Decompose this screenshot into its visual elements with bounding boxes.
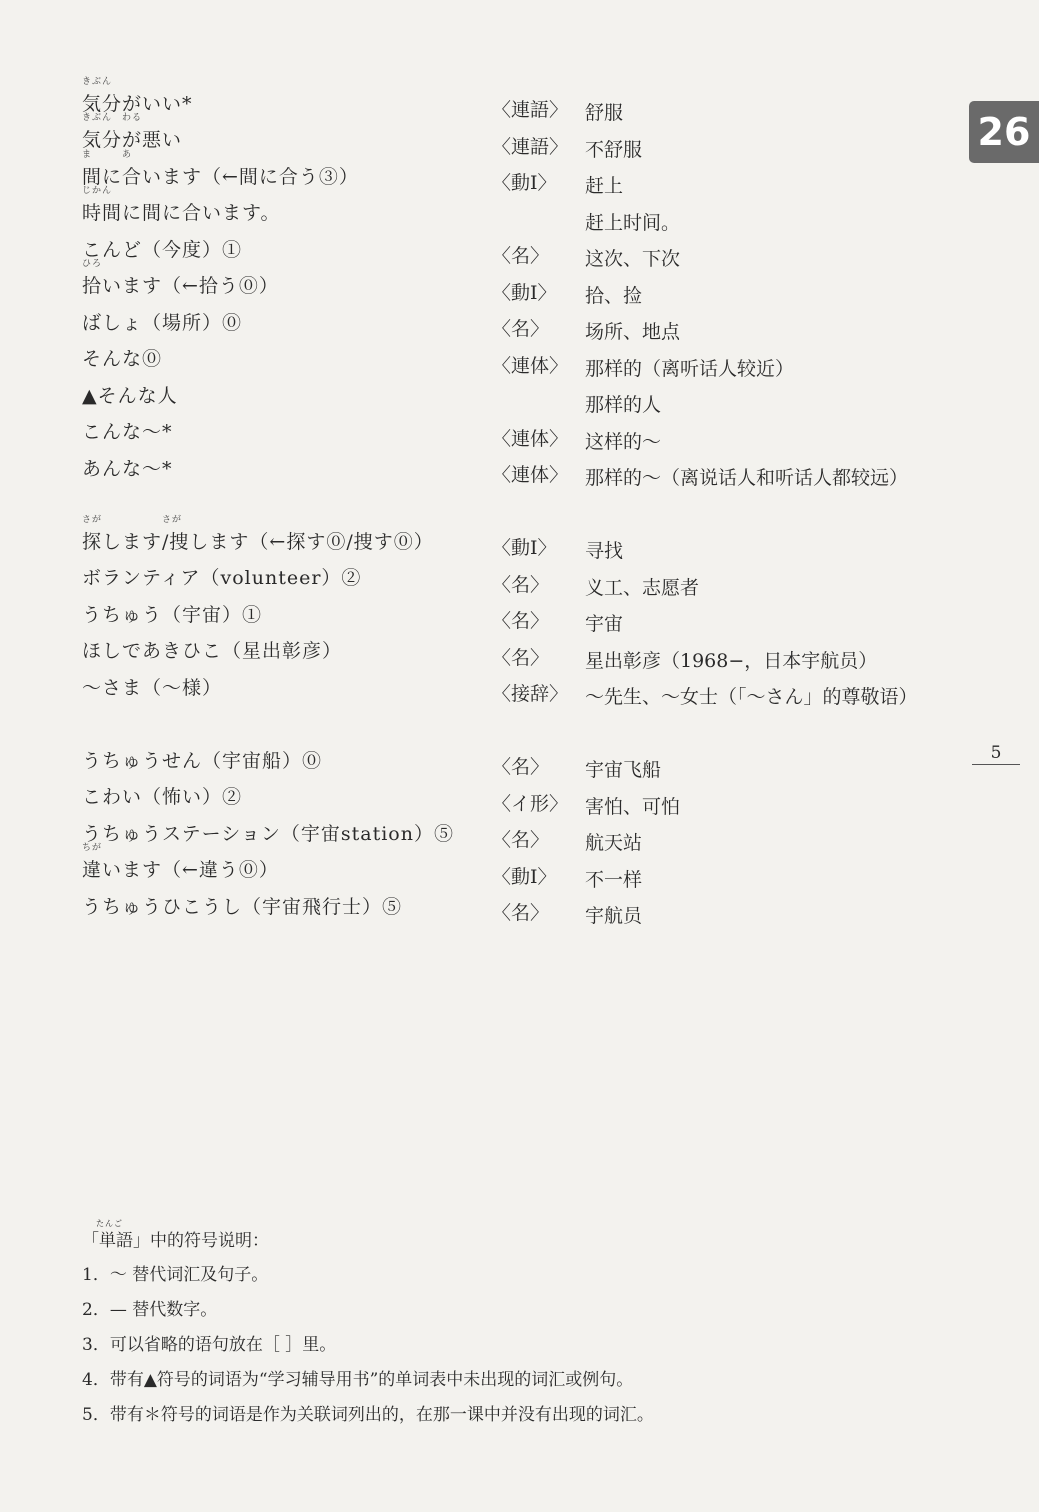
vocab-pos: 〈連語〉 [492, 135, 569, 158]
vocab-ruby: きぶん [82, 76, 113, 87]
vocab-word: うちゅうステーション（宇宙station）⑤ [82, 807, 454, 846]
notes-heading-block [82, 1218, 654, 1258]
vocab-ruby: さが さが [82, 514, 183, 525]
vocab-pos: 〈動Ⅰ〉 [492, 865, 557, 888]
vocab-pos: 〈連体〉 [492, 354, 569, 377]
vocab-meaning: 场所、地点 [585, 321, 681, 343]
vocab-meaning: 害怕、可怕 [585, 795, 681, 818]
note-item: 5．带有＊符号的词语是作为关联词列出的，在那一课中并没有出现的词汇。 [82, 1405, 654, 1425]
vocab-pos: 〈名〉 [492, 245, 550, 267]
vocab-ruby [82, 770, 242, 780]
vocab-word: うちゅうせん（宇宙船）⓪ [82, 734, 322, 773]
vocab-word: こんな〜* [82, 405, 173, 444]
vocab-meaning: 航天站 [585, 832, 643, 854]
vocab-meaning: 这样的〜 [585, 430, 662, 453]
vocab-meaning: 宇宙 [585, 613, 624, 635]
vocab-ruby [82, 807, 454, 817]
vocab-meaning: 这次、下次 [585, 248, 681, 270]
vocab-pos: 〈イ形〉 [492, 792, 569, 815]
vocab-word: そんな⓪ [82, 332, 162, 371]
vocab-row [82, 304, 942, 341]
vocab-word: きぶん 気分がいい* [82, 76, 193, 115]
vocab-word: こんど（今度）① [82, 223, 242, 262]
vocab-ruby [82, 551, 361, 561]
vocab-meaning: 舒服 [585, 102, 624, 124]
vocab-ruby: じかん [82, 186, 113, 196]
symbol-notes [82, 1218, 654, 1433]
vocab-row [82, 377, 942, 414]
vocab-word: ばしょ（場所）⓪ [82, 296, 242, 335]
lesson-tab: 26 [969, 101, 1039, 163]
vocab-ruby [82, 405, 173, 415]
vocab-word: ま あ 間に合います（←間に合う③） [82, 149, 359, 188]
vocab-word: ▲そんな人 [82, 369, 178, 408]
vocab-word: こわい（怖い）② [82, 770, 242, 809]
vocab-ruby: ひろ [82, 259, 103, 269]
vocab-pos: 〈接辞〉 [492, 683, 569, 705]
vocab-word: うちゅう（宇宙）① [82, 588, 262, 627]
vocab-word: うちゅうひこうし（宇宙飛行士）⑤ [82, 880, 402, 919]
vocab-pos: 〈名〉 [492, 646, 550, 669]
vocab-ruby: きぶん わる [82, 113, 143, 123]
vocab-ruby [82, 332, 162, 342]
vocab-word: じかん 時間に間に合います。 [82, 186, 281, 224]
vocab-meaning: 那样的人 [585, 394, 662, 416]
vocab-meaning: 寻找 [585, 540, 624, 562]
vocab-ruby [82, 661, 222, 671]
vocab-meaning: 星出彰彦（1968−，日本宇航员） [585, 649, 878, 672]
note-item: 2．— 替代数字。 [82, 1300, 218, 1320]
vocab-pos: 〈名〉 [492, 829, 550, 851]
vocab-pos: 〈名〉 [492, 902, 550, 924]
vocab-word: きぶん わる 気分が悪い [82, 113, 183, 151]
vocab-row [82, 888, 942, 925]
vocab-word: ちが 違います（←違う⓪） [82, 843, 279, 881]
vocab-meaning: 义工、志愿者 [585, 576, 700, 599]
vocab-row [82, 414, 942, 451]
vocab-meaning: 宇航员 [585, 905, 643, 927]
vocab-ruby [82, 442, 173, 452]
vocab-ruby: ちが [82, 843, 103, 853]
vocab-row [82, 76, 942, 124]
vocab-word: ひろ 拾います（←拾う⓪） [82, 259, 279, 297]
vocab-ruby [82, 296, 242, 306]
notes-heading: 「単語」中的符号说明： [82, 1231, 269, 1251]
vocab-ruby [82, 223, 242, 233]
vocab-pos: 〈動Ⅰ〉 [492, 172, 557, 194]
vocab-ruby: ま あ [82, 149, 133, 160]
vocab-word: 〜さま（〜様） [82, 661, 222, 700]
vocab-meaning: 不一样 [585, 868, 643, 891]
vocab-word: ほしであきひこ（星出彰彦） [82, 624, 342, 663]
vocab-pos: 〈名〉 [492, 610, 550, 632]
vocab-pos: 〈名〉 [492, 756, 550, 778]
vocab-pos: 〈連語〉 [492, 99, 569, 121]
vocab-pos: 〈名〉 [492, 318, 550, 340]
vocab-ruby [82, 624, 342, 634]
vocab-word: ボランティア（volunteer）② [82, 551, 361, 590]
vocab-ruby [82, 588, 262, 598]
vocab-word: さが さが 探します/捜します（←探す⓪/捜す⓪） [82, 514, 434, 553]
notes-ruby: たんご [96, 1219, 123, 1228]
note-item: 4．带有▲符号的词语为“学习辅导用书”的单词表中未出现的词汇或例句。 [82, 1370, 634, 1390]
page-number: 5 [972, 742, 1020, 765]
note-item: 3．可以省略的语句放在［ ］里。 [82, 1335, 337, 1355]
vocab-row [82, 450, 942, 523]
vocab-meaning: 那样的〜（离说话人和听话人都较远） [585, 467, 909, 489]
vocab-pos: 〈連体〉 [492, 464, 569, 486]
vocab-meaning: 拾、捡 [585, 284, 643, 307]
vocab-pos: 〈動Ⅰ〉 [492, 281, 557, 304]
vocab-meaning: 赶上 [585, 175, 624, 197]
vocab-ruby [82, 369, 178, 379]
vocab-ruby [82, 880, 402, 890]
vocab-pos: 〈動Ⅰ〉 [492, 537, 557, 559]
vocab-meaning: 宇宙飞船 [585, 759, 662, 781]
vocabulary-list [82, 76, 942, 927]
vocab-row [82, 341, 942, 378]
vocab-pos: 〈連体〉 [492, 427, 569, 450]
vocab-meaning: 〜先生、〜女士（「〜さん」的尊敬语） [585, 686, 918, 708]
vocab-meaning: 那样的（离听话人较近） [585, 357, 795, 380]
vocab-ruby [82, 734, 322, 744]
vocab-meaning: 赶上时间。 [585, 211, 681, 234]
vocab-pos: 〈名〉 [492, 573, 550, 596]
vocab-word: あんな〜* [82, 442, 173, 481]
vocab-meaning: 不舒服 [585, 138, 643, 161]
note-item: 1．〜 替代词汇及句子。 [82, 1265, 269, 1285]
vocab-row [82, 669, 942, 742]
